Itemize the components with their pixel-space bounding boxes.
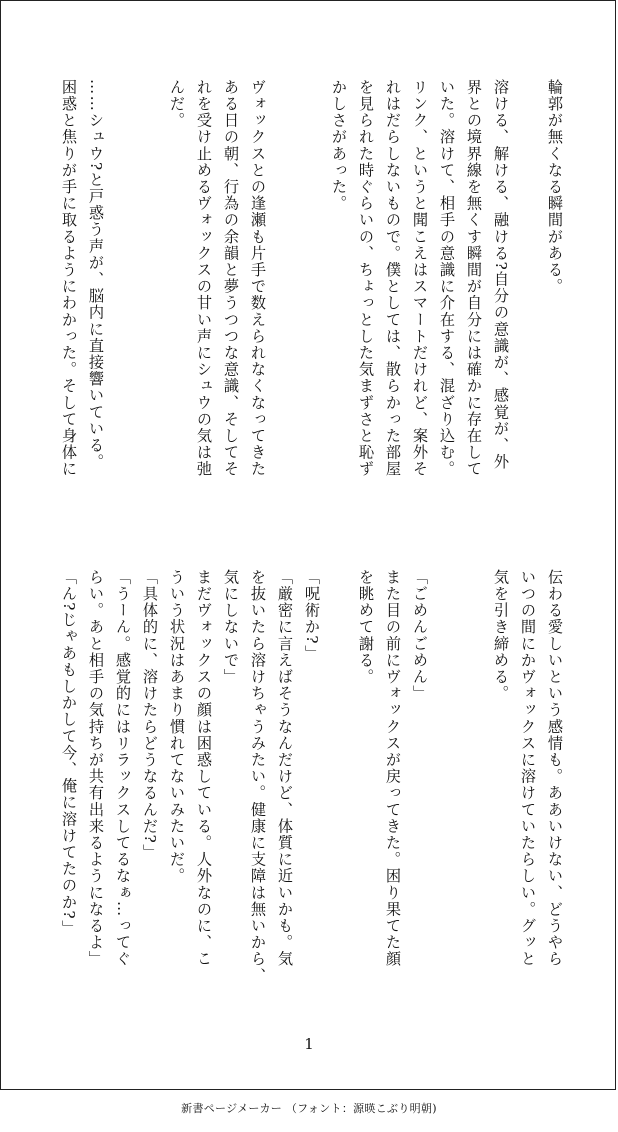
text-block-upper: 輪郭が無くなる瞬間がある。 溶ける、解ける、融ける?自分の意識が、感覚が、外 界との境界線を無くす瞬間が自分には確かに存在して いた。溶けて、相手の意識に介在する、混ざり込む。 リンク、というと聞こえはスマートだけれど、案外そ れはだらしないもので。僕としては、散らかった部屋 を見られた時ぐらいの、ちょっとした気まずさと恥ず かしさがあった。 ヴォックスとの逢瀬も片手で数えられなくなってきた ある日の朝、行為の余韻と夢うつつな意識、そしてそ れを受け止めるヴォックスの甘い声にシュウの気は弛 んだ。 ……シュウ?と戸惑う声が、脳内に直接響いている。 困惑と焦りが手に取るようにわかった。そして身体に bbox=[60, 79, 564, 478]
footer-credit: 新書ページメーカー （フォント：源暎こぶり明朝) bbox=[181, 1102, 437, 1115]
page-number: 1 bbox=[304, 1035, 314, 1053]
text-block-lower: 伝わる愛しいという感情も。ああいけない、どうやら いつの間にかヴォックスに溶けていたらしい。グッと 気を引き締める。 「ごめんごめん」 また目の前にヴォックスが戻ってきた。困り果てた顔 を眺めて謝る。 「呪術か?」 「厳密に言えばそうなんだけど、体質に近いかも。気 を抜いたら溶けちゃうみたい。健康に支障は無いから、 気にしないで」 まだヴォックスの顔は困惑している。人外なのに、こ ういう状況はあまり慣れてないみたいだ。 「具体的に、溶けたらどうなるんだ?」 「うーん。感覚的にはリラックスしてるなぁ…ってぐ らい。あと相手の気持ちが共有出来るようになるよ」 「ん?じゃあもしかして今、俺に溶けてたのか?」 bbox=[60, 569, 564, 984]
